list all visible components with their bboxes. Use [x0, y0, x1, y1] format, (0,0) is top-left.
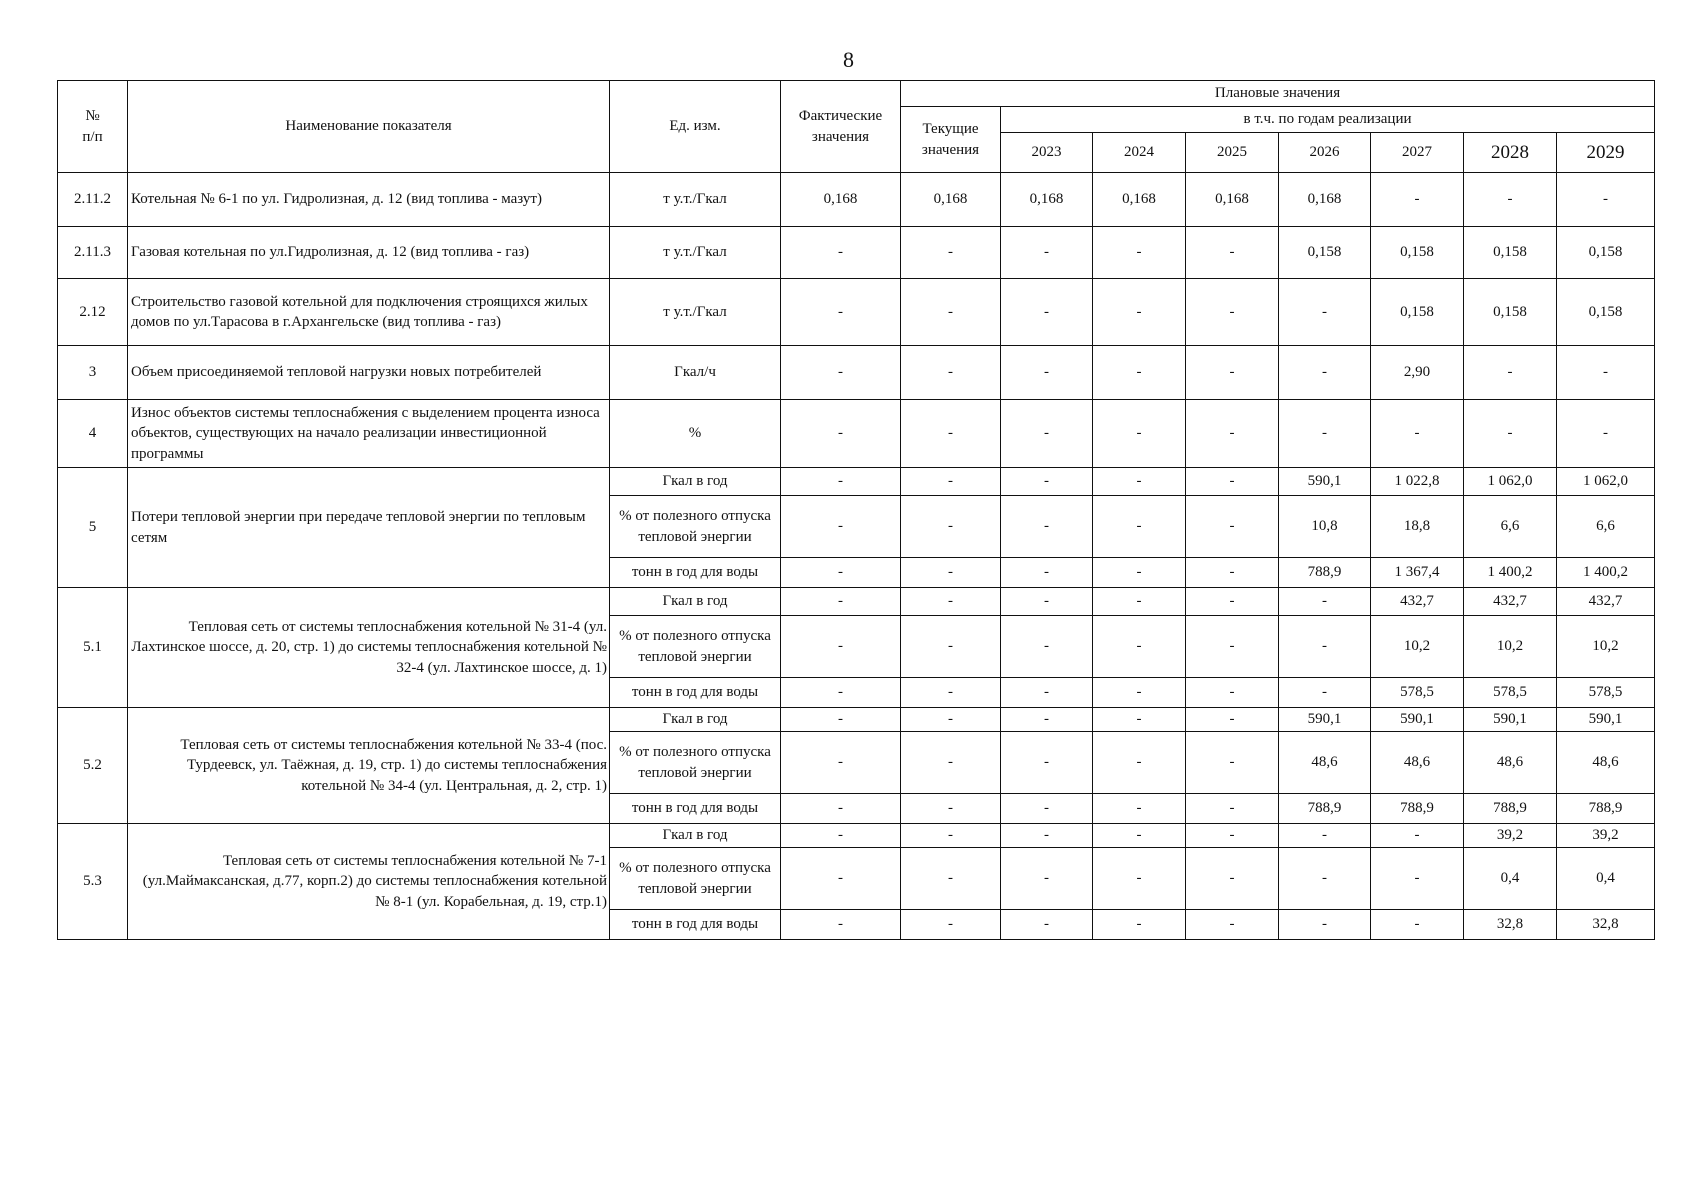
value-cell: 48,6	[1557, 732, 1655, 794]
value-cell: -	[1186, 732, 1279, 794]
row-num: 2.12	[58, 279, 128, 346]
value-cell: 48,6	[1464, 732, 1557, 794]
header-year: 2023	[1001, 133, 1093, 173]
value-cell: -	[781, 468, 901, 496]
row-unit: Гкал в год	[610, 708, 781, 732]
row-unit: т у.т./Гкал	[610, 227, 781, 279]
row-unit: % от полезного отпуска тепловой энергии	[610, 732, 781, 794]
value-cell: 1 367,4	[1371, 558, 1464, 588]
row-unit: т у.т./Гкал	[610, 173, 781, 227]
value-cell: 1 400,2	[1557, 558, 1655, 588]
header-current: Текущие значения	[901, 107, 1001, 173]
value-cell: -	[901, 227, 1001, 279]
value-cell: -	[1186, 588, 1279, 616]
value-cell: -	[1001, 468, 1093, 496]
value-cell: -	[1001, 558, 1093, 588]
table-row	[58, 279, 1655, 346]
table-row	[58, 400, 1655, 468]
header-num: № п/п	[58, 81, 128, 173]
header-year: 2029	[1557, 133, 1655, 173]
value-cell: -	[1186, 824, 1279, 848]
value-cell: -	[1093, 824, 1186, 848]
row-unit: Гкал в год	[610, 824, 781, 848]
table-body	[58, 173, 1655, 940]
value-cell: -	[781, 616, 901, 678]
value-cell: -	[1557, 173, 1655, 227]
value-cell: -	[1186, 848, 1279, 910]
value-cell: 578,5	[1464, 678, 1557, 708]
value-cell: -	[901, 910, 1001, 940]
value-cell: 0,168	[1093, 173, 1186, 227]
value-cell: -	[1001, 732, 1093, 794]
header-year: 2027	[1371, 133, 1464, 173]
value-cell: 1 400,2	[1464, 558, 1557, 588]
value-cell: -	[901, 848, 1001, 910]
table-row	[58, 173, 1655, 227]
row-unit: тонн в год для воды	[610, 910, 781, 940]
row-unit: Гкал в год	[610, 588, 781, 616]
row-name: Газовая котельная по ул.Гидролизная, д. 12 (вид топлива - газ)	[128, 227, 610, 279]
value-cell: -	[1001, 279, 1093, 346]
value-cell: -	[781, 227, 901, 279]
table-row	[58, 824, 1655, 848]
row-num: 2.11.2	[58, 173, 128, 227]
value-cell: -	[1186, 346, 1279, 400]
row-name: Износ объектов системы теплоснабжения с выделением процента износа объектов, существующих на начало реализации инвестиционной программы	[128, 400, 610, 468]
header-planned: Плановые значения	[901, 81, 1655, 107]
value-cell: -	[1001, 910, 1093, 940]
value-cell: -	[1371, 400, 1464, 468]
value-cell: -	[1001, 496, 1093, 558]
value-cell: 0,158	[1557, 227, 1655, 279]
row-unit: %	[610, 400, 781, 468]
value-cell: -	[1371, 173, 1464, 227]
row-unit: Гкал/ч	[610, 346, 781, 400]
value-cell: -	[781, 732, 901, 794]
header-year: 2024	[1093, 133, 1186, 173]
value-cell: -	[1093, 678, 1186, 708]
value-cell: -	[1001, 824, 1093, 848]
value-cell: 578,5	[1371, 678, 1464, 708]
value-cell: -	[781, 794, 901, 824]
value-cell: -	[1001, 346, 1093, 400]
row-num: 2.11.3	[58, 227, 128, 279]
value-cell: -	[1001, 848, 1093, 910]
header-by-years: в т.ч. по годам реализации	[1001, 107, 1655, 133]
row-name: Тепловая сеть от системы теплоснабжения котельной № 7-1 (ул.Маймаксанская, д.77, корп.2) до системы теплоснабжения котельной № 8-1 (ул. Корабельная, д. 19, стр.1)	[128, 824, 610, 940]
value-cell: 788,9	[1371, 794, 1464, 824]
header-actual: Фактические значения	[781, 81, 901, 173]
value-cell: -	[1464, 400, 1557, 468]
row-name: Котельная № 6-1 по ул. Гидролизная, д. 12 (вид топлива - мазут)	[128, 173, 610, 227]
value-cell: -	[901, 588, 1001, 616]
value-cell: -	[901, 678, 1001, 708]
value-cell: -	[1093, 468, 1186, 496]
row-num: 5	[58, 468, 128, 588]
value-cell: -	[1001, 616, 1093, 678]
value-cell: -	[1001, 794, 1093, 824]
value-cell: -	[1093, 588, 1186, 616]
header-name: Наименование показателя	[128, 81, 610, 173]
row-name: Объем присоединяемой тепловой нагрузки новых потребителей	[128, 346, 610, 400]
value-cell: 578,5	[1557, 678, 1655, 708]
value-cell: -	[781, 910, 901, 940]
value-cell: -	[1093, 558, 1186, 588]
page-number: 8	[843, 47, 854, 72]
value-cell: -	[901, 279, 1001, 346]
value-cell: 10,2	[1464, 616, 1557, 678]
value-cell: -	[1279, 279, 1371, 346]
value-cell: 39,2	[1464, 824, 1557, 848]
value-cell: -	[1093, 848, 1186, 910]
value-cell: -	[1371, 848, 1464, 910]
value-cell: 1 022,8	[1371, 468, 1464, 496]
table-row	[58, 708, 1655, 732]
value-cell: -	[1093, 400, 1186, 468]
value-cell: -	[1371, 824, 1464, 848]
value-cell: 2,90	[1371, 346, 1464, 400]
value-cell: -	[1186, 279, 1279, 346]
value-cell: -	[1186, 558, 1279, 588]
value-cell: 32,8	[1557, 910, 1655, 940]
value-cell: -	[781, 708, 901, 732]
value-cell: -	[781, 588, 901, 616]
value-cell: 10,8	[1279, 496, 1371, 558]
row-unit: т у.т./Гкал	[610, 279, 781, 346]
value-cell: 0,158	[1464, 227, 1557, 279]
value-cell: -	[1001, 708, 1093, 732]
value-cell: -	[1001, 588, 1093, 616]
value-cell: -	[781, 279, 901, 346]
table-row	[58, 227, 1655, 279]
value-cell: 788,9	[1279, 558, 1371, 588]
value-cell: -	[901, 708, 1001, 732]
value-cell: -	[781, 558, 901, 588]
value-cell: 590,1	[1557, 708, 1655, 732]
value-cell: 590,1	[1279, 468, 1371, 496]
value-cell: 0,158	[1557, 279, 1655, 346]
header-year: 2025	[1186, 133, 1279, 173]
value-cell: -	[1186, 794, 1279, 824]
value-cell: 0,158	[1464, 279, 1557, 346]
value-cell: 432,7	[1464, 588, 1557, 616]
row-unit: Гкал в год	[610, 468, 781, 496]
value-cell: -	[1093, 346, 1186, 400]
value-cell: -	[1186, 616, 1279, 678]
value-cell: -	[901, 346, 1001, 400]
header-year: 2028	[1464, 133, 1557, 173]
value-cell: 1 062,0	[1557, 468, 1655, 496]
table-row	[58, 588, 1655, 616]
value-cell: -	[1093, 708, 1186, 732]
value-cell: -	[1464, 173, 1557, 227]
value-cell: -	[1186, 708, 1279, 732]
row-name: Тепловая сеть от системы теплоснабжения котельной № 31-4 (ул. Лахтинское шоссе, д. 20, стр. 1) до системы теплоснабжения котельной № 32-4 (ул. Лахтинское шоссе, д. 1)	[128, 588, 610, 708]
value-cell: 432,7	[1371, 588, 1464, 616]
row-num: 4	[58, 400, 128, 468]
value-cell: 0,168	[901, 173, 1001, 227]
value-cell: -	[1279, 400, 1371, 468]
value-cell: 48,6	[1279, 732, 1371, 794]
value-cell: -	[901, 400, 1001, 468]
row-unit: % от полезного отпуска тепловой энергии	[610, 616, 781, 678]
value-cell: -	[1093, 496, 1186, 558]
row-name: Потери тепловой энергии при передаче тепловой энергии по тепловым сетям	[128, 468, 610, 588]
value-cell: -	[901, 468, 1001, 496]
value-cell: -	[781, 848, 901, 910]
value-cell: 788,9	[1279, 794, 1371, 824]
value-cell: -	[901, 794, 1001, 824]
value-cell: 10,2	[1557, 616, 1655, 678]
value-cell: 0,4	[1464, 848, 1557, 910]
value-cell: -	[1093, 794, 1186, 824]
value-cell: -	[901, 558, 1001, 588]
table-row	[58, 468, 1655, 496]
row-unit: тонн в год для воды	[610, 678, 781, 708]
value-cell: 0,168	[1186, 173, 1279, 227]
value-cell: 0,4	[1557, 848, 1655, 910]
value-cell: 6,6	[1464, 496, 1557, 558]
value-cell: -	[1001, 400, 1093, 468]
indicators-table	[57, 80, 1655, 940]
row-unit: тонн в год для воды	[610, 558, 781, 588]
value-cell: -	[1186, 910, 1279, 940]
value-cell: -	[901, 616, 1001, 678]
value-cell: -	[1093, 279, 1186, 346]
value-cell: 32,8	[1464, 910, 1557, 940]
value-cell: -	[1093, 910, 1186, 940]
value-cell: 0,158	[1371, 227, 1464, 279]
row-unit: % от полезного отпуска тепловой энергии	[610, 496, 781, 558]
value-cell: -	[1279, 346, 1371, 400]
value-cell: -	[1186, 496, 1279, 558]
value-cell: -	[781, 824, 901, 848]
value-cell: 788,9	[1557, 794, 1655, 824]
row-name: Строительство газовой котельной для подключения строящихся жилых домов по ул.Тарасова в г.Архангельске (вид топлива - газ)	[128, 279, 610, 346]
value-cell: -	[1279, 910, 1371, 940]
value-cell: -	[1279, 824, 1371, 848]
header-unit: Ед. изм.	[610, 81, 781, 173]
value-cell: -	[1093, 616, 1186, 678]
value-cell: 48,6	[1371, 732, 1464, 794]
value-cell: -	[1186, 678, 1279, 708]
value-cell: -	[1279, 848, 1371, 910]
value-cell: -	[1279, 588, 1371, 616]
value-cell: -	[1001, 227, 1093, 279]
value-cell: 0,158	[1279, 227, 1371, 279]
value-cell: 18,8	[1371, 496, 1464, 558]
value-cell: -	[1371, 910, 1464, 940]
row-num: 5.2	[58, 708, 128, 824]
value-cell: -	[781, 678, 901, 708]
table-row	[58, 346, 1655, 400]
value-cell: -	[901, 732, 1001, 794]
table-header	[58, 81, 1655, 173]
value-cell: 1 062,0	[1464, 468, 1557, 496]
value-cell: 0,158	[1371, 279, 1464, 346]
row-unit: тонн в год для воды	[610, 794, 781, 824]
value-cell: -	[1093, 732, 1186, 794]
row-num: 5.3	[58, 824, 128, 940]
value-cell: -	[901, 496, 1001, 558]
value-cell: -	[781, 400, 901, 468]
value-cell: 788,9	[1464, 794, 1557, 824]
value-cell: 590,1	[1279, 708, 1371, 732]
value-cell: -	[781, 496, 901, 558]
row-name: Тепловая сеть от системы теплоснабжения котельной № 33-4 (пос. Турдеевск, ул. Таёжная, д. 19, стр. 1) до системы теплоснабжения котельной № 34-4 (ул. Центральная, д. 2, стр. 1)	[128, 708, 610, 824]
value-cell: -	[1093, 227, 1186, 279]
row-unit: % от полезного отпуска тепловой энергии	[610, 848, 781, 910]
value-cell: 0,168	[781, 173, 901, 227]
value-cell: -	[1557, 346, 1655, 400]
value-cell: 0,168	[1001, 173, 1093, 227]
value-cell: 590,1	[1464, 708, 1557, 732]
row-num: 5.1	[58, 588, 128, 708]
value-cell: -	[1186, 227, 1279, 279]
value-cell: 10,2	[1371, 616, 1464, 678]
value-cell: -	[1279, 616, 1371, 678]
header-year: 2026	[1279, 133, 1371, 173]
value-cell: -	[1186, 400, 1279, 468]
value-cell: -	[1186, 468, 1279, 496]
value-cell: 0,168	[1279, 173, 1371, 227]
value-cell: 39,2	[1557, 824, 1655, 848]
value-cell: 590,1	[1371, 708, 1464, 732]
value-cell: -	[1557, 400, 1655, 468]
value-cell: 432,7	[1557, 588, 1655, 616]
value-cell: -	[901, 824, 1001, 848]
value-cell: -	[1001, 678, 1093, 708]
row-num: 3	[58, 346, 128, 400]
value-cell: -	[781, 346, 901, 400]
value-cell: -	[1464, 346, 1557, 400]
value-cell: -	[1279, 678, 1371, 708]
value-cell: 6,6	[1557, 496, 1655, 558]
